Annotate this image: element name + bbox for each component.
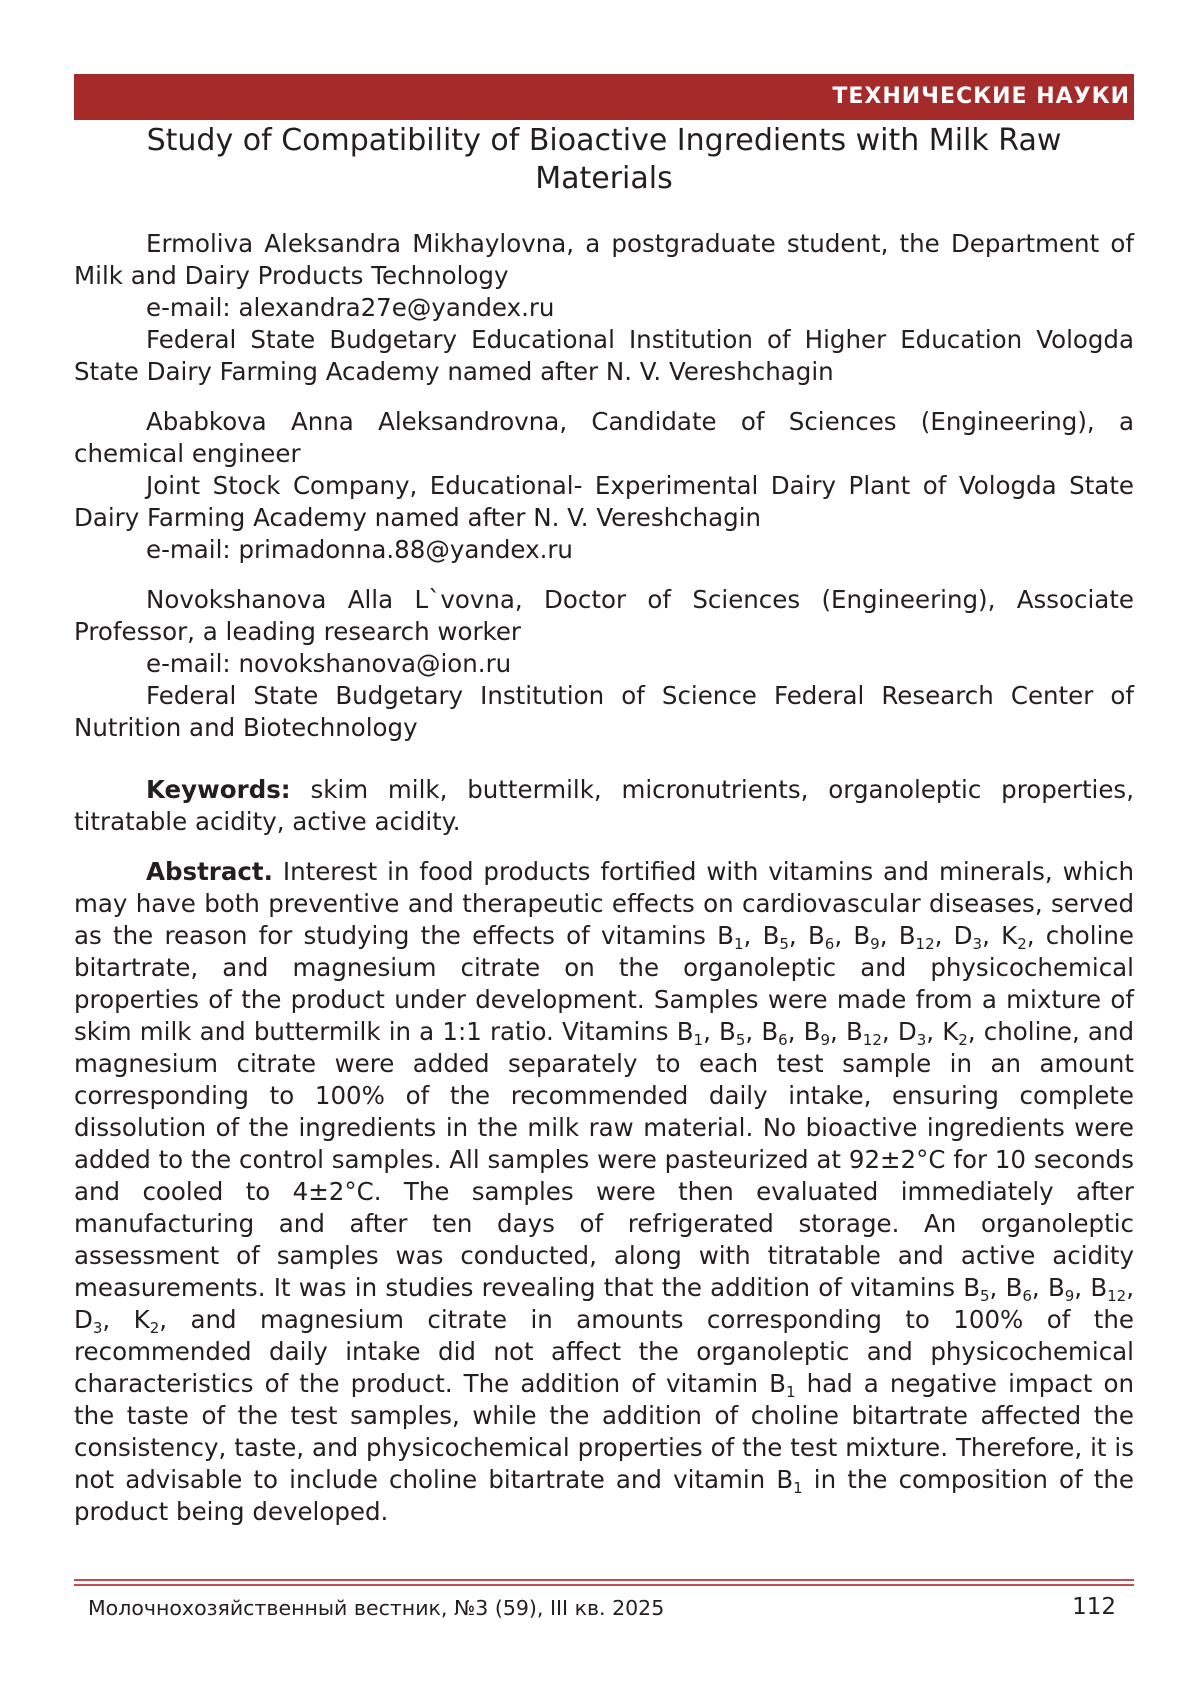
author-2-email: e-mail: primadonna.88@yandex.ru: [146, 535, 573, 564]
section-label: ТЕХНИЧЕСКИЕ НАУКИ: [832, 84, 1130, 109]
author-block-2: [74, 406, 1134, 566]
abstract-label: Abstract.: [146, 857, 273, 886]
author-2-name: Ababkova Anna Aleksandrovna, Candidate of Sciences (Engineering), a chemical engineer: [74, 407, 1134, 468]
article-title: Study of Compatibility of Bioactive Ingredients with Milk Raw Materials: [146, 123, 1062, 196]
keywords-label: Keywords:: [146, 775, 291, 804]
keywords-text: skim milk, buttermilk, micronutrients, organoleptic properties, titratable acidity, active acidity.: [74, 775, 1134, 836]
keywords-paragraph: [74, 774, 1134, 838]
author-3-email: e-mail: novokshanova@ion.ru: [146, 649, 512, 678]
author-1-name: Ermoliva Aleksandra Mikhaylovna, a postgraduate student, the Department of Milk and Dairy Products Technology: [74, 229, 1134, 290]
author-block-1: [74, 228, 1134, 388]
abstract-paragraph: Abstract. Interest in food products fortified with vitamins and minerals, which may have both preventive and therapeutic effects on cardiovascular diseases, served as the reason for studying the effects of vitamins $B_1$, $B_5$, $B_6$, $B_9$, $B_{12}$, $D_3$, $K_2$, choline bitartrate, and magnesium citrate on the organoleptic and physicochemical properties of the product under development. Samples were made from a mixture of skim milk and buttermilk in a 1:1 ratio. Vitamins $B_1$, $B_5$, $B_6$, $B_9$, $B_{12}$, $D_3$, $K_2$, choline, and magnesium citrate were added separately to each test sample in an amount corresponding to 100% of the recommended daily intake, ensuring complete dissolution of the ingredients in the milk raw material. No bioactive ingredients were added to the control samples. All samples were pasteurized at 92±2°C for 10 seconds and cooled to 4±2°C. The samples were then evaluated immediately after manufacturing and after ten days of refrigerated storage. An organoleptic assessment of samples was conducted, along with titratable and active acidity measurements. It was in studies revealing that the addition of vitamins $B_5$, $B_6$, $B_9$, $B_{12}$, $D_3$, $K_2$, and magnesium citrate in amounts corresponding to 100% of the recommended daily intake did not affect the organoleptic and physicochemical characteristics of the product. The addition of vitamin $B_1$ had a negative impact on the taste of the test samples, while the addition of choline bitartrate affected the consistency, taste, and physicochemical properties of the test mixture. Therefore, it is not advisable to include choline bitartrate and vitamin $B_1$ in the composition of the product being developed.: [74, 857, 1135, 1526]
author-3-affiliation: Federal State Budgetary Institution of Science Federal Research Center of Nutrition and Biotechnology: [74, 681, 1134, 742]
article-body: [74, 228, 1134, 1528]
journal-citation: Молочнохозяйственный вестник, №3 (59), III кв. 2025: [88, 1596, 665, 1620]
footer-divider: [74, 1579, 1134, 1586]
author-1-affiliation: Federal State Budgetary Educational Institution of Higher Education Vologda State Dairy Farming Academy named after N. V. Vereshchagin: [74, 325, 1134, 386]
page-number: 112: [1072, 1594, 1116, 1620]
author-block-3: [74, 584, 1134, 744]
section-header-bar: [74, 74, 1134, 120]
author-2-affiliation: Joint Stock Company, Educational- Experimental Dairy Plant of Vologda State Dairy Farming Academy named after N. V. Vereshchagin: [74, 471, 1134, 532]
author-1-email: e-mail: alexandra27e@yandex.ru: [146, 293, 555, 322]
author-3-name: Novokshanova Alla L`vovna, Doctor of Sciences (Engineering), Associate Professor, a leading research worker: [74, 585, 1134, 646]
